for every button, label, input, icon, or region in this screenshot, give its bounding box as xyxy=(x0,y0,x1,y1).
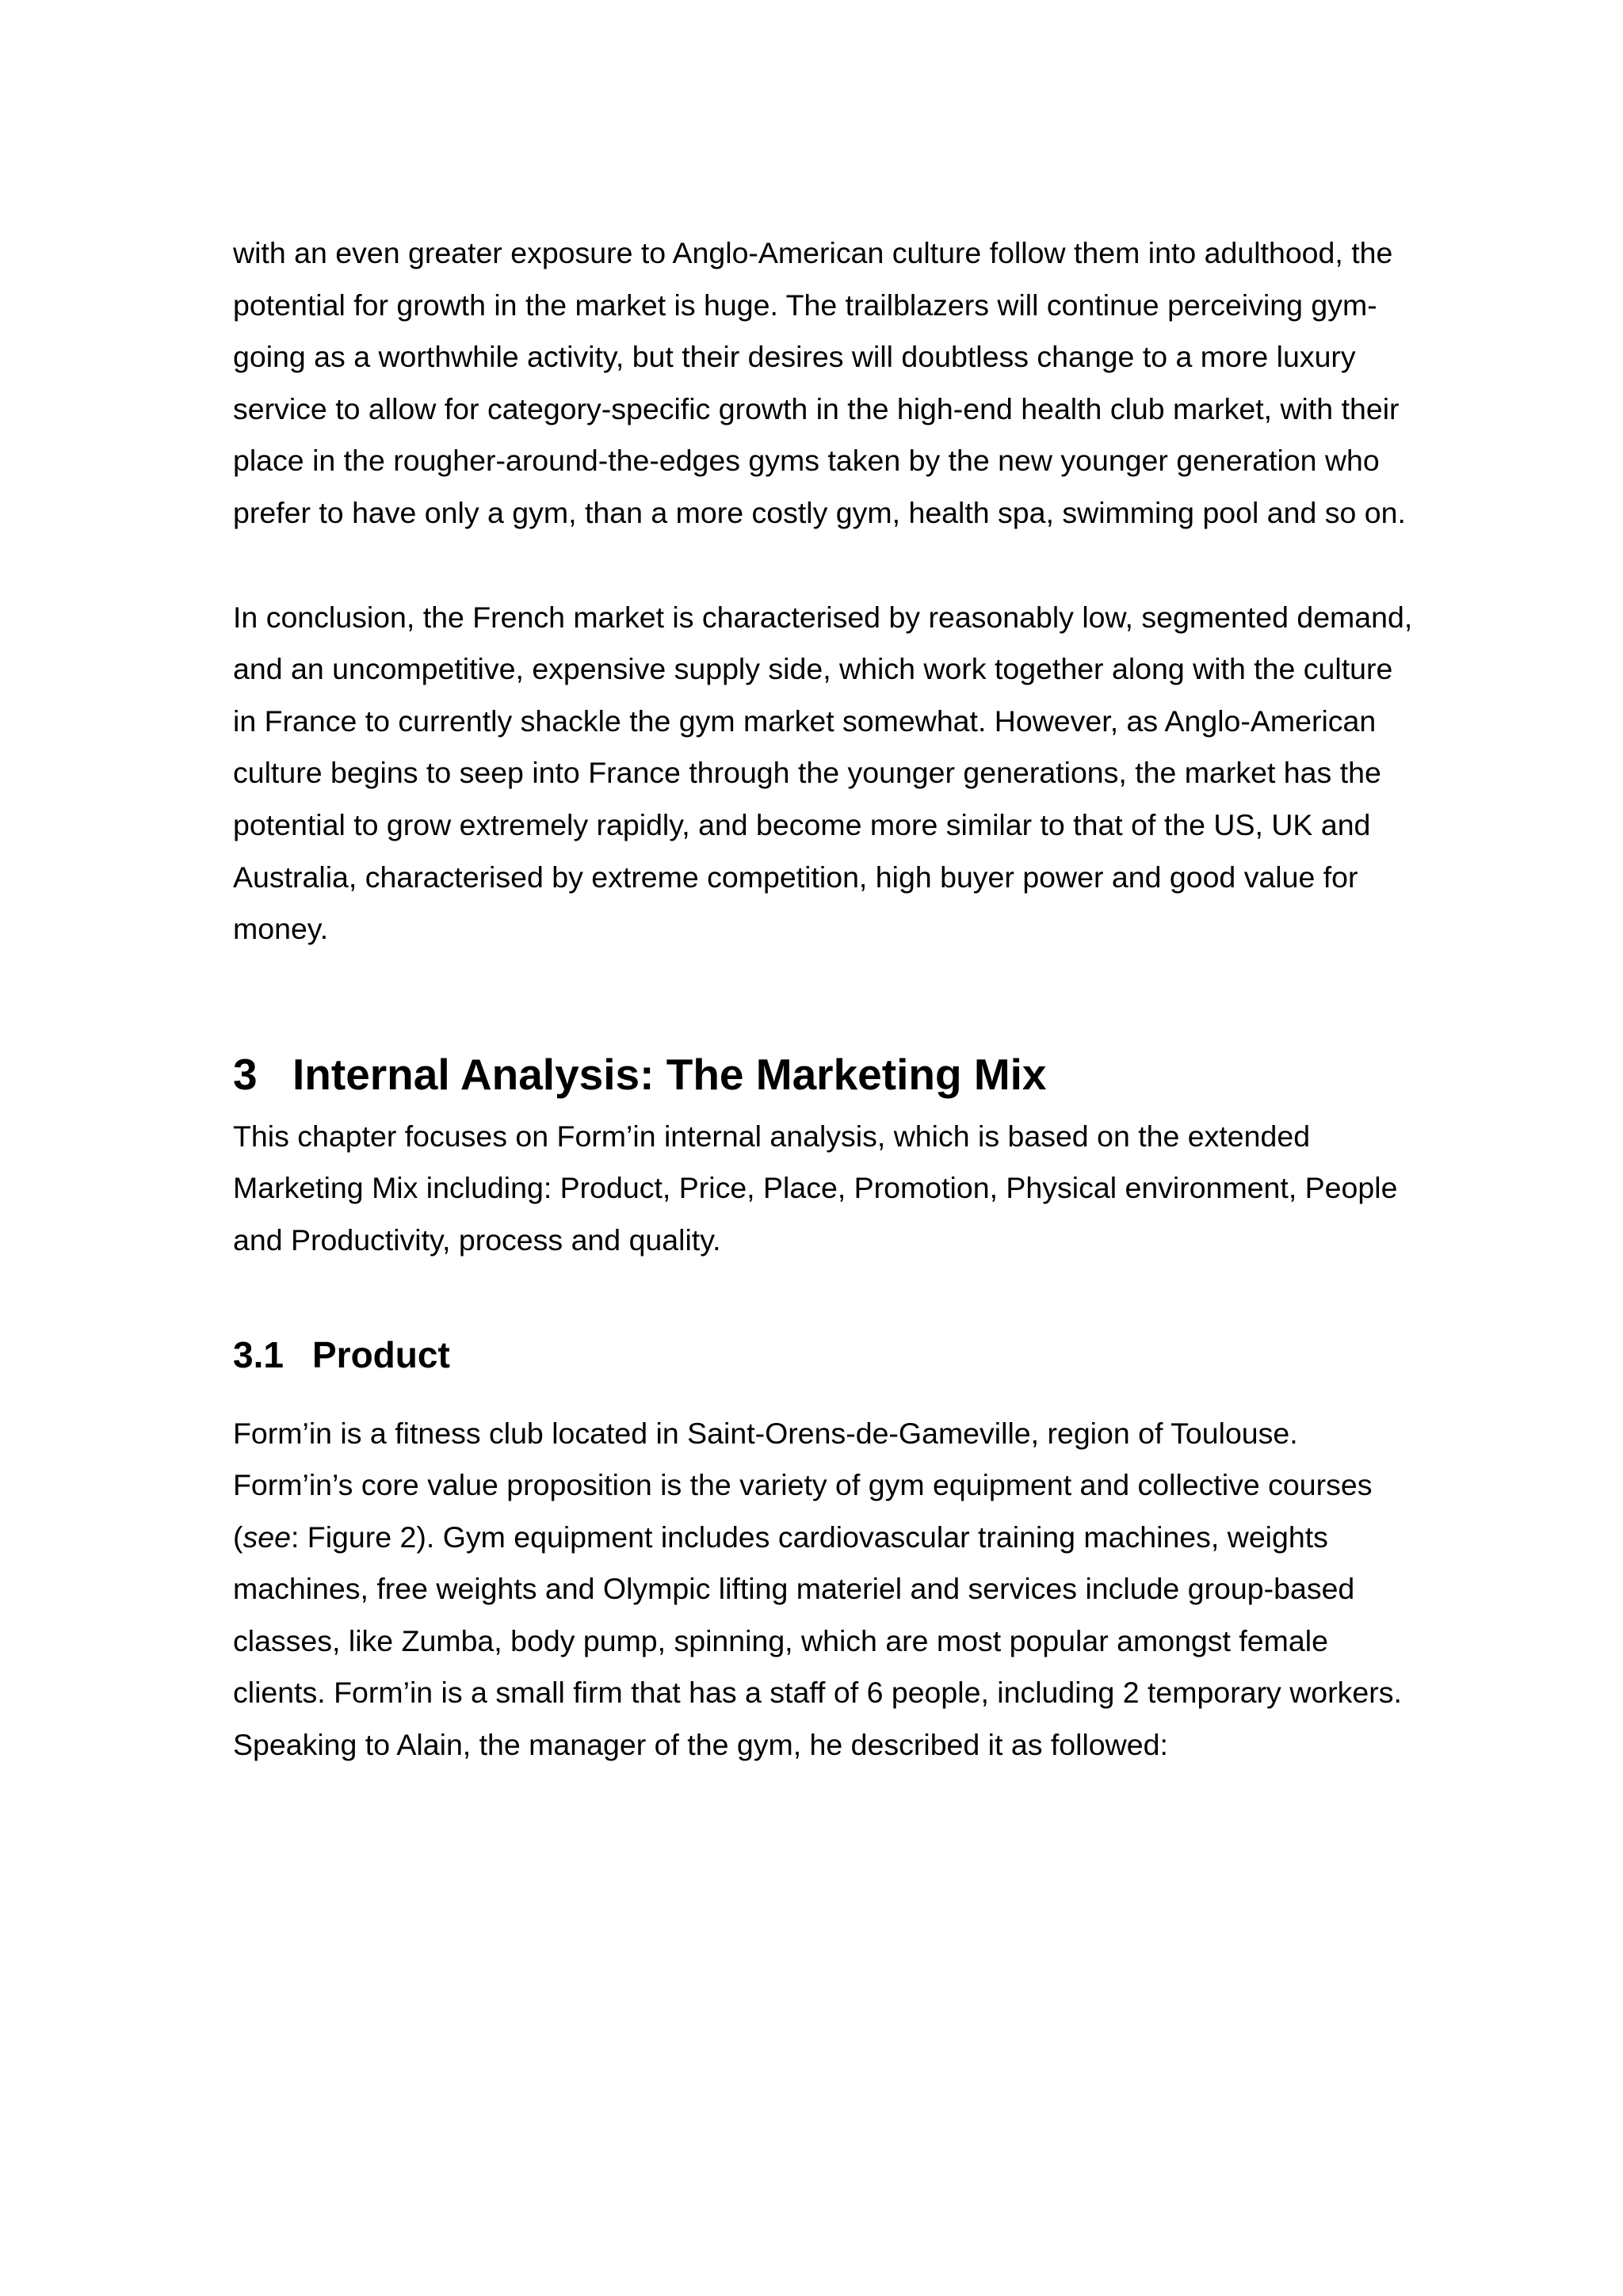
section-number: 3.1 xyxy=(233,1333,284,1375)
section-title: Product xyxy=(312,1333,450,1375)
section-heading xyxy=(233,1333,1422,1377)
see-italic-text: see xyxy=(242,1520,291,1554)
body-paragraph-1: with an even greater exposure to Anglo-American culture follow them into adulthood, the potential for growth in the market is huge. The trailblazers will continue perceiving gym-going as a worthwhile activity, but their desires will doubtless change to a more luxury service to allow for category-specific growth in the high-end health club market, with their place in the rougher-around-the-edges gyms taken by the new younger generation who prefer to have only a gym, than a more costly gym, health spa, swimming pool and so on. xyxy=(233,236,1406,529)
product-text-part-1: Form’in is a fitness club located in Saint-Orens-de-Gameville, region of Toulouse. Form’in’s core value proposition is the variety of gym equipment and collective courses ( xyxy=(233,1416,1373,1554)
product-text-part-2: : Figure 2). Gym equipment includes cardiovascular training machines, weights machines, free weights and Olympic lifting materiel and services include group-based classes, like Zumba, body pump, spinning, which are most popular amongst female clients. Form’in is a small firm that has a staff of 6 people, including 2 temporary workers. Speaking to Alain, the manager of the gym, he described it as followed: xyxy=(233,1520,1402,1762)
chapter-intro-paragraph: This chapter focuses on Form’in internal analysis, which is based on the extended Marketing Mix including: Product, Price, Place, Promotion, Physical environment, People and Productivity, process and quality. xyxy=(233,1119,1398,1257)
conclusion-paragraph: In conclusion, the French market is characterised by reasonably low, segmented demand, and an uncompetitive, expensive supply side, which work together along with the culture in France to currently shackle the gym market somewhat. However, as Anglo-American culture begins to seep into France through the younger generations, the market has the potential to grow extremely rapidly, and become more similar to that of the US, UK and Australia, characterised by extreme competition, high buyer power and good value for money. xyxy=(233,600,1413,946)
chapter-number: 3 xyxy=(233,1049,258,1099)
chapter-heading xyxy=(233,1048,1422,1100)
product-paragraph xyxy=(233,1408,1422,1772)
chapter-title: Internal Analysis: The Marketing Mix xyxy=(292,1049,1047,1099)
document-page xyxy=(233,227,1422,1772)
